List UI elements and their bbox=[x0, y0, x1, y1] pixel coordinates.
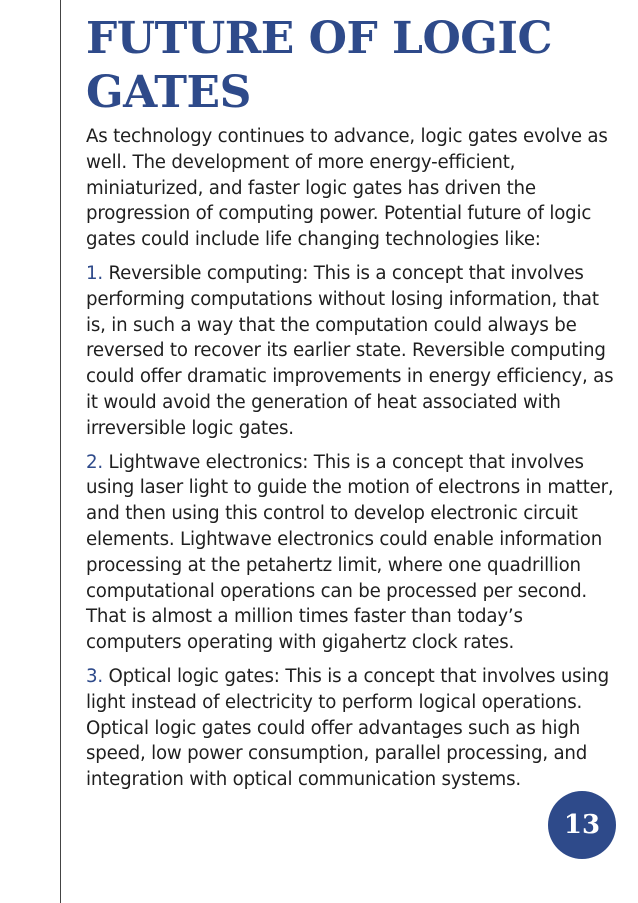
page-margin-line bbox=[60, 0, 61, 903]
page-title: FUTURE OF LOGIC GATES bbox=[86, 13, 552, 118]
intro-paragraph: As technology continues to advance, logic gates evolve as well. The development of more energy-efficient, miniaturized, and faster logic gates has driven the progression of computing power. Potential future of logic gates could include life changing technologies like: bbox=[86, 126, 608, 251]
page-number-badge: 13 bbox=[548, 791, 616, 859]
list-item-text: Lightwave electronics: This is a concept that involves using laser light to guide the motion of electrons in matter, and then using this control to develop electronic circuit elements. Lightwave electronics could enable information processing at the petahertz limit, where one quadrillion computational operations can be processed per second. That is almost a million times faster than today’s computers operating with gigahertz clock rates. bbox=[86, 451, 614, 654]
list-item-number: 2. bbox=[86, 451, 103, 473]
list-item-number: 1. bbox=[86, 262, 103, 284]
list-item-text: Reversible computing: This is a concept that involves performing computations without losing information, that is, in such a way that the computation could always be reversed to recover its earlier state. Reversible computing could offer dramatic improvements in energy efficiency, as it would avoid the generation of heat associated with irreversible logic gates. bbox=[86, 262, 614, 439]
list-item-lightwave-electronics bbox=[86, 450, 618, 656]
page-content bbox=[86, 12, 618, 801]
list-item-number: 3. bbox=[86, 665, 103, 687]
list-item-text: Optical logic gates: This is a concept that involves using light instead of electricity to perform logical operations. Optical logic gates could offer advantages such as high speed, low power consumption, parallel processing, and integration with optical communication systems. bbox=[86, 665, 609, 791]
list-item-reversible-computing bbox=[86, 261, 618, 442]
list-item-optical-logic-gates bbox=[86, 664, 618, 793]
